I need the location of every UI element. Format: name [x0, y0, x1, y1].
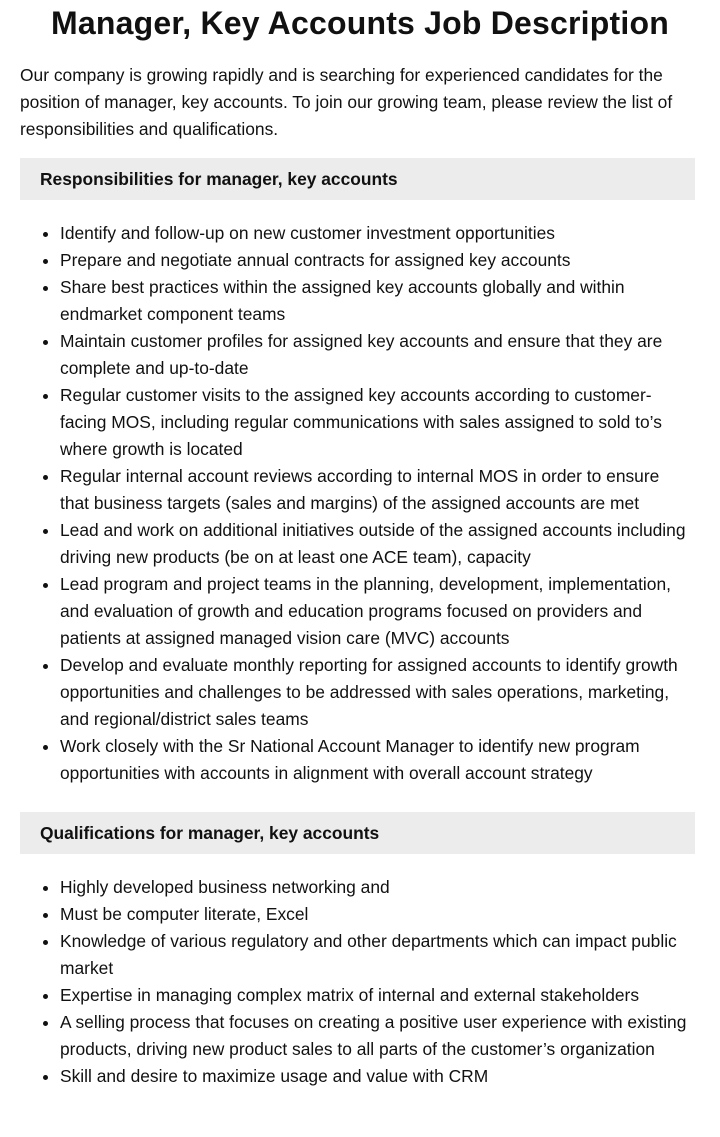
- list-item: • Share best practices within the assigned key accounts globally and within endmarket component teams: [60, 274, 690, 328]
- responsibilities-heading: Responsibilities for manager, key accounts: [20, 158, 695, 200]
- list-item: • Must be computer literate, Excel: [60, 901, 690, 928]
- list-item: • Regular internal account reviews according to internal MOS in order to ensure that business targets (sales and margins) of the assigned accounts are met: [60, 463, 690, 517]
- list-item: • A selling process that focuses on creating a positive user experience with existing products, driving new product sales to all parts of the customer’s organization: [60, 1009, 690, 1063]
- list-item: • Lead program and project teams in the planning, development, implementation, and evaluation of growth and education programs focused on providers and patients at assigned managed vision care (MVC) accounts: [60, 571, 690, 652]
- list-item: • Work closely with the Sr National Account Manager to identify new program opportunities with accounts in alignment with overall account strategy: [60, 733, 690, 787]
- page-title: Manager, Key Accounts Job Description: [51, 5, 669, 41]
- list-item: • Maintain customer profiles for assigned key accounts and ensure that they are complete and up-to-date: [60, 328, 690, 382]
- list-item: • Highly developed business networking and: [60, 874, 690, 901]
- list-item: • Identify and follow-up on new customer investment opportunities: [60, 220, 690, 247]
- list-item: • Expertise in managing complex matrix of internal and external stakeholders: [60, 982, 690, 1009]
- intro-paragraph: Our company is growing rapidly and is searching for experienced candidates for the position of manager, key accounts. To join our growing team, please review the list of responsibilities and qualifications.: [20, 65, 673, 139]
- list-item: • Regular customer visits to the assigned key accounts according to customer-facing MOS, including regular communications with sales assigned to sold to’s where growth is located: [60, 382, 690, 463]
- qualifications-list: [20, 874, 690, 1090]
- qualifications-heading: Qualifications for manager, key accounts: [20, 812, 695, 854]
- list-item: • Lead and work on additional initiatives outside of the assigned accounts including driving new products (be on at least one ACE team), capacity: [60, 517, 690, 571]
- list-item: • Skill and desire to maximize usage and value with CRM: [60, 1063, 690, 1090]
- responsibilities-list: [20, 220, 690, 787]
- list-item: • Prepare and negotiate annual contracts for assigned key accounts: [60, 247, 690, 274]
- list-item: • Knowledge of various regulatory and other departments which can impact public market: [60, 928, 690, 982]
- list-item: • Develop and evaluate monthly reporting for assigned accounts to identify growth opportunities and challenges to be addressed with sales operations, marketing, and regional/district sales teams: [60, 652, 690, 733]
